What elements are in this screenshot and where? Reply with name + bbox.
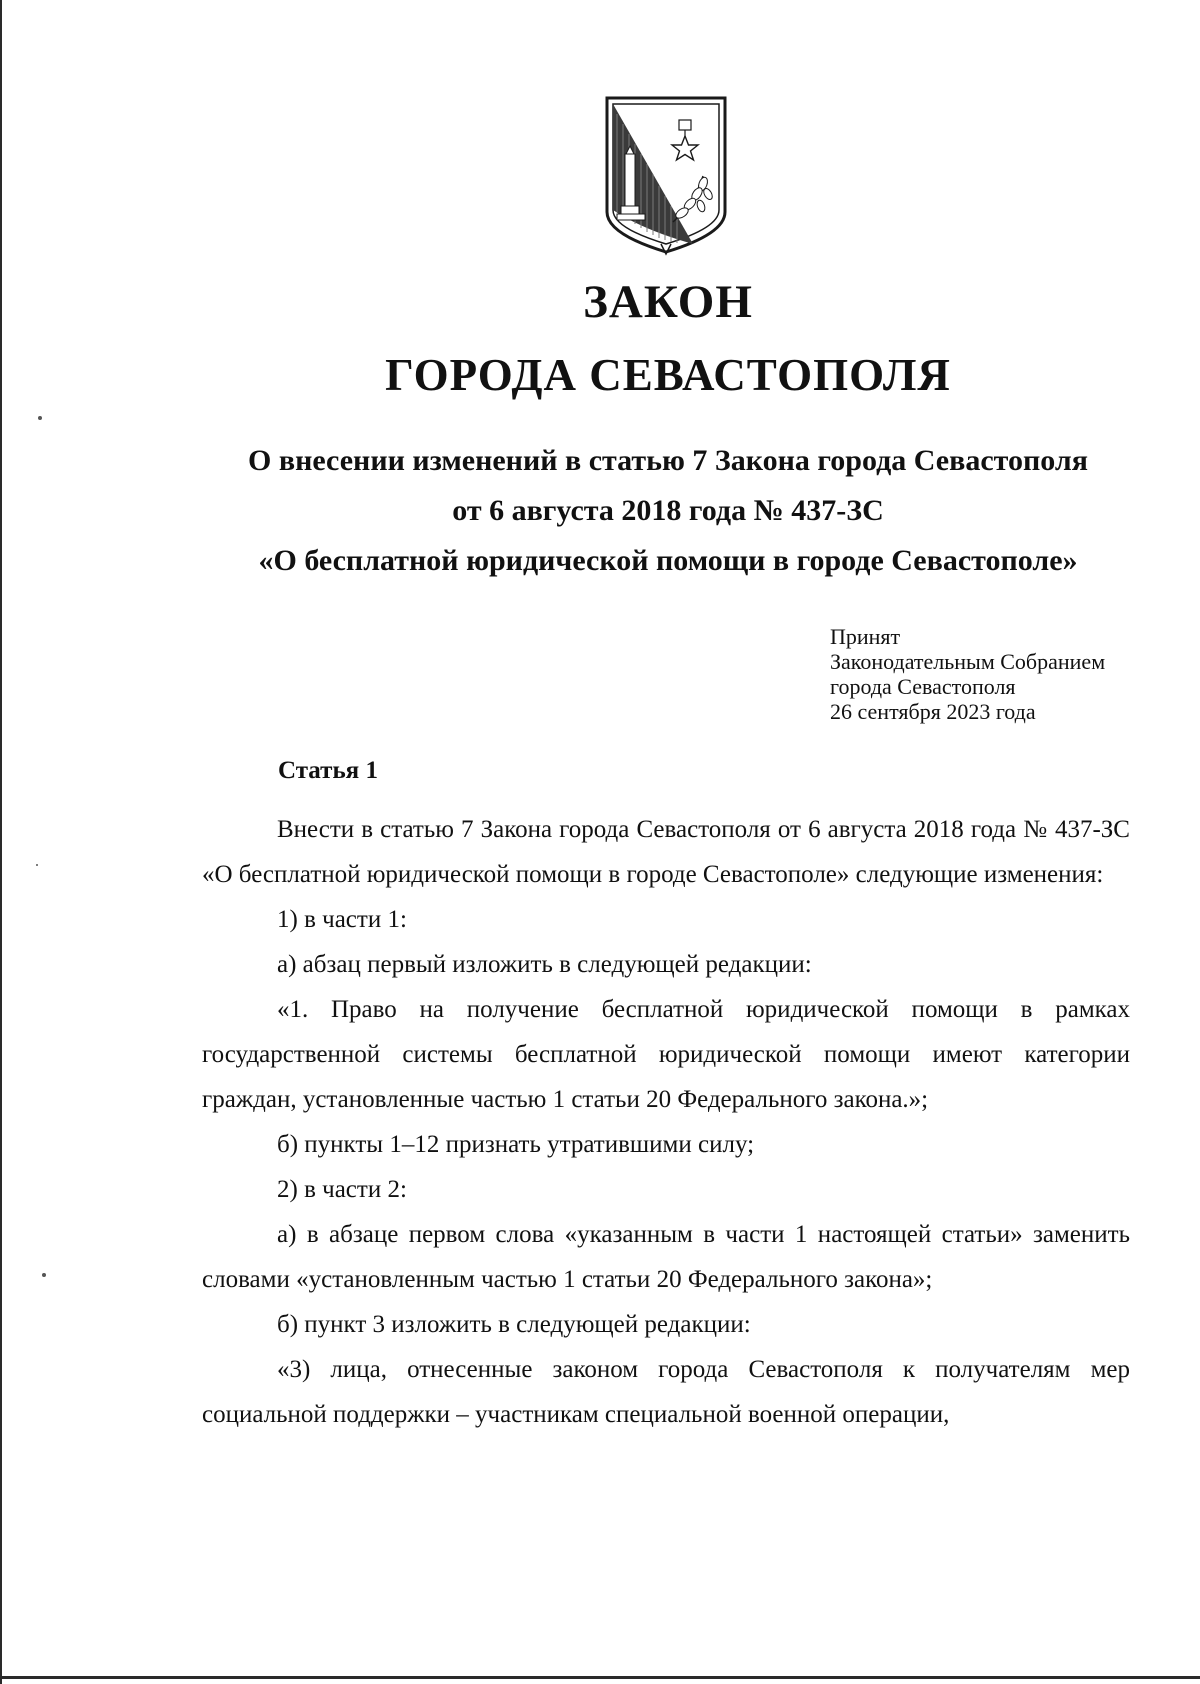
adoption-line: Законодательным Собранием [830,649,1106,674]
document-city: ГОРОДА СЕВАСТОПОЛЯ [385,350,951,400]
coat-of-arms-icon [603,94,729,256]
article-heading: Статья 1 [278,757,378,784]
paragraph: б) пункт 3 изложить в следующей редакции: [277,1311,751,1338]
adoption-line: Принят [830,624,901,649]
page-bottom-edge [0,1676,1200,1679]
subtitle-line: О внесении изменений в статью 7 Закона города Севастополя [248,444,1088,477]
subtitle-line: «О бесплатной юридической помощи в городе Севастополе» [258,544,1078,577]
paragraph: Внести в статью 7 Закона города Севастополя от 6 августа 2018 года № 437-ЗС «О бесплатной юридической помощи в городе Севастополе» следующие изменения: [202,816,1130,888]
paragraph: б) пункты 1–12 признать утратившими силу; [277,1131,755,1158]
paragraph: 1) в части 1: [277,906,407,933]
page-left-edge [0,0,2,1684]
subtitle-line: от 6 августа 2018 года № 437-ЗС [452,494,884,527]
adoption-line: города Севастополя [830,674,1016,699]
paragraph: а) в абзаце первом слова «указанным в части 1 настоящей статьи» заменить словами «установленным частью 1 статьи 20 Федерального закона»; [202,1221,1130,1293]
article-body [202,807,1130,1437]
paragraph: а) абзац первый изложить в следующей редакции: [277,951,812,978]
paragraph: «1. Право на получение бесплатной юридической помощи в рамках государственной системы бесплатной юридической помощи имеют категории граждан, установленные частью 1 статьи 20 Федерального закона.»; [202,996,1130,1113]
adoption-date: 26 сентября 2023 года [830,699,1036,724]
adoption-note [830,624,1170,724]
paragraph: 2) в части 2: [277,1176,407,1203]
law-subtitle [200,436,1136,586]
paragraph: «3) лица, отнесенные законом города Севастополя к получателям мер социальной поддержки – участникам специальной военной операции, [202,1356,1130,1428]
document-title: ЗАКОН [583,276,753,328]
